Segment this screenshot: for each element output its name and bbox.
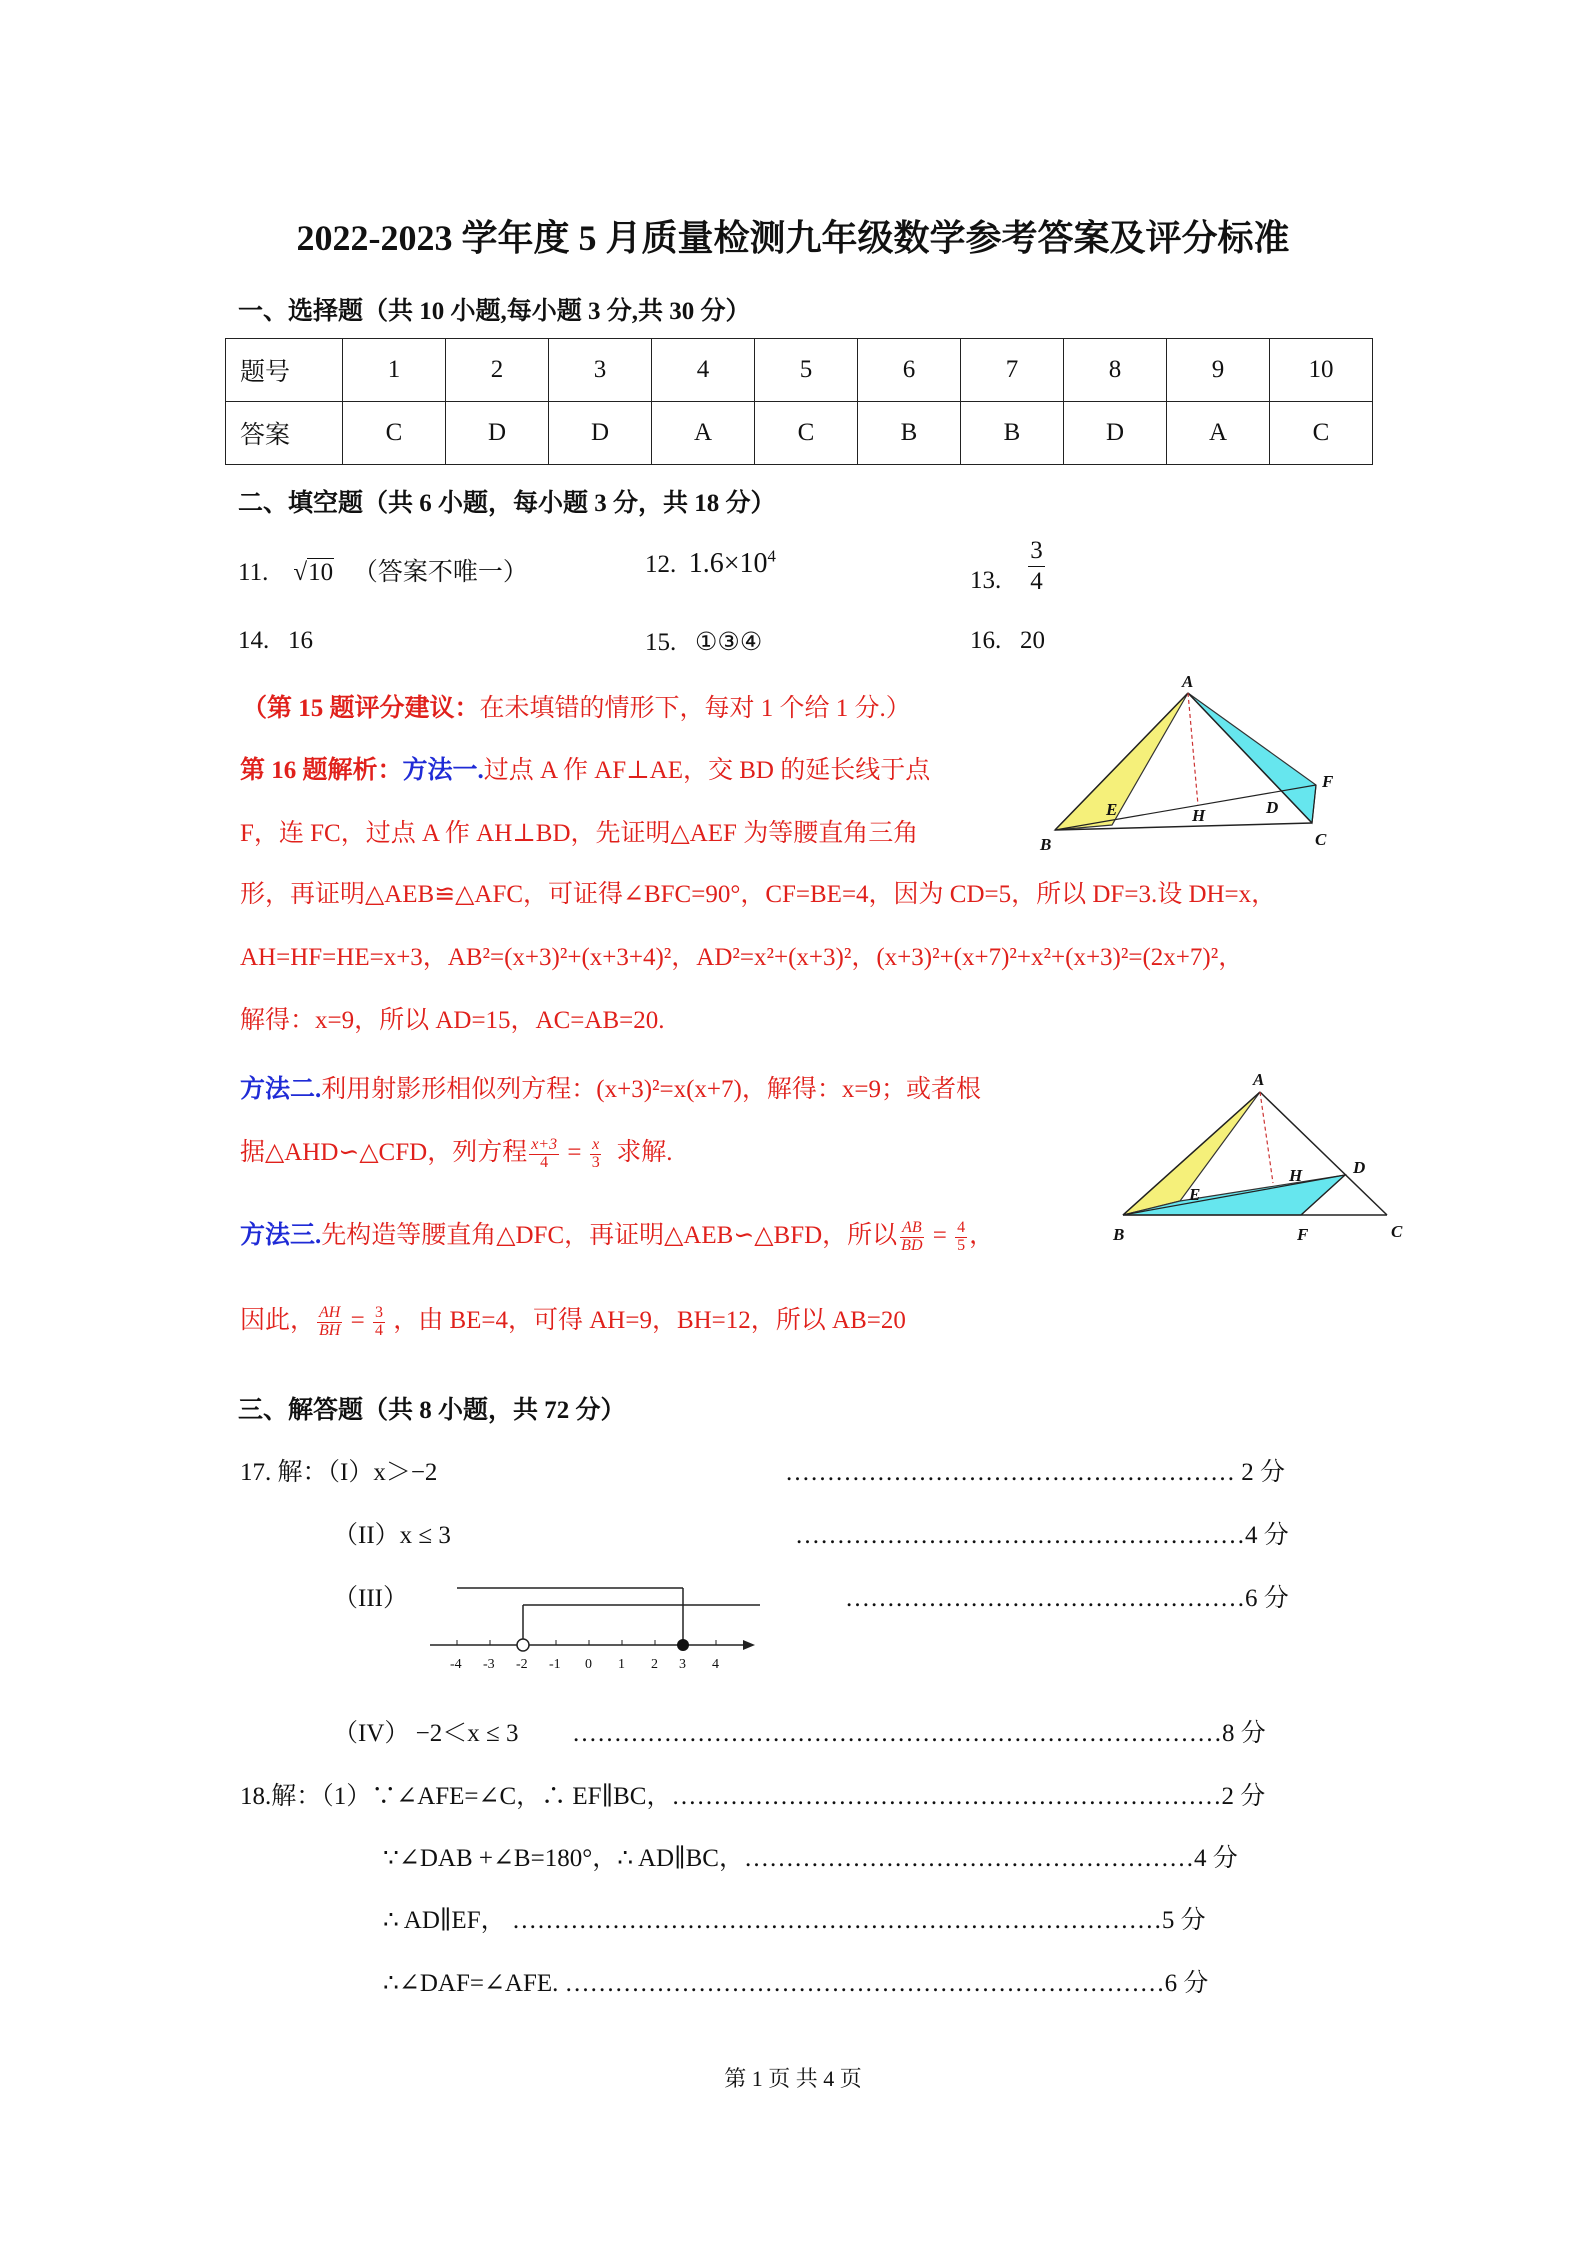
label-d: D xyxy=(1266,798,1279,817)
q17-line4-score: ……………………………………………………………………8 分 xyxy=(572,1720,1266,1747)
arrow-icon xyxy=(743,1640,755,1650)
tick-label: 2 xyxy=(651,1657,658,1672)
sqrt-expression: √10 xyxy=(293,559,334,586)
label-c: C xyxy=(1315,830,1327,849)
table-cell: A xyxy=(652,402,755,465)
table-cell: D xyxy=(446,402,549,465)
label-d: D xyxy=(1353,1158,1366,1177)
table-row-answers xyxy=(226,402,1373,465)
q17-line4-head: （IV） −2＜x ≤ 3 xyxy=(333,1720,519,1747)
table-cell: D xyxy=(1064,402,1167,465)
q18-line2: ∵∠DAB +∠B=180°，∴ AD∥BC，………………………………………………4 分 xyxy=(383,1845,1238,1872)
table-cell: 8 xyxy=(1064,339,1167,402)
page-title: 2022-2023 学年度 5 月质量检测九年级数学参考答案及评分标准 xyxy=(296,218,1290,258)
table-cell: B xyxy=(858,402,961,465)
table-cell: C xyxy=(343,402,446,465)
table-cell: D xyxy=(549,402,652,465)
tick-label: 4 xyxy=(712,1657,719,1672)
q17-line3-score: …………………………………………6 分 xyxy=(845,1585,1289,1612)
sol16-m2-line1: 方法二.利用射影形相似列方程：(x+3)²=x(x+7)，解得：x=9；或者根 xyxy=(240,1076,981,1103)
section3-heading: 三、解答题（共 8 小题，共 72 分） xyxy=(238,1397,626,1424)
q15-grading-note: （第 15 题评分建议：在未填错的情形下，每对 1 个给 1 分.） xyxy=(242,695,911,722)
sol16-line1: 第 16 题解析：方法一.过点 A 作 AF⊥AE，交 BD 的延长线于点 xyxy=(240,757,931,784)
q17-line3-head: （III） xyxy=(333,1585,408,1612)
tick-label: -2 xyxy=(516,1657,528,1672)
fraction: $\frac{x+3}{4}$ xyxy=(531,1135,558,1171)
tick-label: 3 xyxy=(679,1657,686,1672)
sol16-m3-line1: 方法三.先构造等腰直角△DFC，再证明△AEB∽△BFD，所以 $\frac{AB}{BD}$ = $\frac{4}{5}$ ， xyxy=(240,1218,995,1254)
sol16-m2-line2: 据△AHD∽△CFD，列方程 $\frac{x+3}{4}$ = $\frac{x}{3}$ 求解. xyxy=(240,1135,673,1171)
table-cell: 6 xyxy=(858,339,961,402)
table-cell: 4 xyxy=(652,339,755,402)
tick-label: -4 xyxy=(450,1657,462,1672)
table-header-ans: 答案 xyxy=(226,402,343,465)
table-cell: 10 xyxy=(1270,339,1373,402)
filled-circle-icon xyxy=(677,1639,689,1651)
figure1-diagram xyxy=(1040,672,1340,855)
sol16-line3: 形，再证明△AEB≌△AFC，可证得∠BFC=90°，CF=BE=4，因为 CD=5，所以 DF=3.设 DH=x， xyxy=(240,881,1277,908)
label-a: A xyxy=(1253,1070,1265,1089)
q17-line2-score: ………………………………………………4 分 xyxy=(795,1522,1289,1549)
table-cell: A xyxy=(1167,402,1270,465)
section1-heading: 一、选择题（共 10 小题,每小题 3 分,共 30 分） xyxy=(238,298,751,325)
table-cell: 7 xyxy=(961,339,1064,402)
table-cell: 5 xyxy=(755,339,858,402)
label-b: B xyxy=(1040,835,1052,854)
line-ah xyxy=(1188,693,1198,805)
fraction: $\frac{4}{5}$ xyxy=(957,1218,966,1254)
q18-line4: ∴∠DAF=∠AFE. ………………………………………………………………6 分 xyxy=(383,1970,1209,1997)
table-cell: 2 xyxy=(446,339,549,402)
q17-line2-head: （II）x ≤ 3 xyxy=(333,1522,451,1549)
sol16-m3-line2: 因此， $\frac{AH}{BH}$ = $\frac{3}{4}$ ，由 BE=4，可得 AH=9，BH=12，所以 AB=20 xyxy=(240,1303,906,1339)
q16: 16. 20 xyxy=(970,627,1045,654)
q11: 11. √10 （答案不唯一） xyxy=(238,559,528,586)
q14: 14. 16 xyxy=(238,627,313,654)
page-footer: 第 1 页 共 4 页 xyxy=(724,2066,862,2091)
tick-label: -1 xyxy=(549,1657,561,1672)
line-ah xyxy=(1260,1092,1273,1183)
q17-line1-head: 17. 解：（I）x＞−2 xyxy=(240,1459,438,1486)
fraction: $\frac{AB}{BD}$ xyxy=(901,1218,923,1254)
label-h: H xyxy=(1289,1166,1303,1185)
tick-label: 0 xyxy=(585,1657,592,1672)
label-f: F xyxy=(1297,1225,1309,1244)
q18-line3: ∴ AD∥EF， ……………………………………………………………………5 分 xyxy=(383,1907,1206,1934)
label-f: F xyxy=(1322,772,1334,791)
sol16-line5: 解得：x=9，所以 AD=15，AC=AB=20. xyxy=(240,1007,665,1034)
tick-label: 1 xyxy=(618,1657,625,1672)
q17-line1-score: ……………………………………………… 2 分 xyxy=(785,1459,1286,1486)
q18-line1: 18.解：（1）∵∠AFE=∠C，∴ EF∥BC，…………………………………………………………2 分 xyxy=(240,1783,1266,1810)
q15: 15. ①③④ xyxy=(645,629,763,656)
fraction: $\frac{AH}{BH}$ xyxy=(319,1303,341,1339)
figure2-diagram xyxy=(1105,1065,1415,1245)
answer-table xyxy=(225,338,1373,465)
label-e: E xyxy=(1189,1185,1201,1204)
label-b: B xyxy=(1113,1225,1125,1244)
q12: 12. $1.6\times 10^4$ xyxy=(645,546,776,579)
q13: 13. $\frac{3}{4}$ xyxy=(970,537,1043,595)
number-line xyxy=(425,1580,775,1670)
fraction: $\frac{3}{4}$ xyxy=(1030,537,1043,595)
tick-label: -3 xyxy=(483,1657,495,1672)
table-cell: B xyxy=(961,402,1064,465)
table-cell: C xyxy=(1270,402,1373,465)
table-row-numbers xyxy=(226,339,1373,402)
sol16-line2: F，连 FC，过点 A 作 AH⊥BD，先证明△AEF 为等腰直角三角 xyxy=(240,820,919,847)
table-cell: 1 xyxy=(343,339,446,402)
sol16-line4: AH=HF=HE=x+3，AB²=(x+3)²+(x+3+4)²，AD²=x²+(x+3)²，(x+3)²+(x+7)²+x²+(x+3)²=(2x+7)²， xyxy=(240,944,1244,971)
label-h: H xyxy=(1192,806,1206,825)
label-e: E xyxy=(1106,800,1118,819)
label-a: A xyxy=(1182,672,1194,691)
label-c: C xyxy=(1391,1222,1403,1241)
table-header-num: 题号 xyxy=(226,339,343,402)
fraction: $\frac{x}{3}$ xyxy=(591,1135,600,1171)
section2-heading: 二、填空题（共 6 小题，每小题 3 分，共 18 分） xyxy=(238,490,776,517)
open-circle-icon xyxy=(517,1639,529,1651)
table-cell: 3 xyxy=(549,339,652,402)
fraction: $\frac{3}{4}$ xyxy=(374,1303,383,1339)
table-cell: 9 xyxy=(1167,339,1270,402)
table-cell: C xyxy=(755,402,858,465)
